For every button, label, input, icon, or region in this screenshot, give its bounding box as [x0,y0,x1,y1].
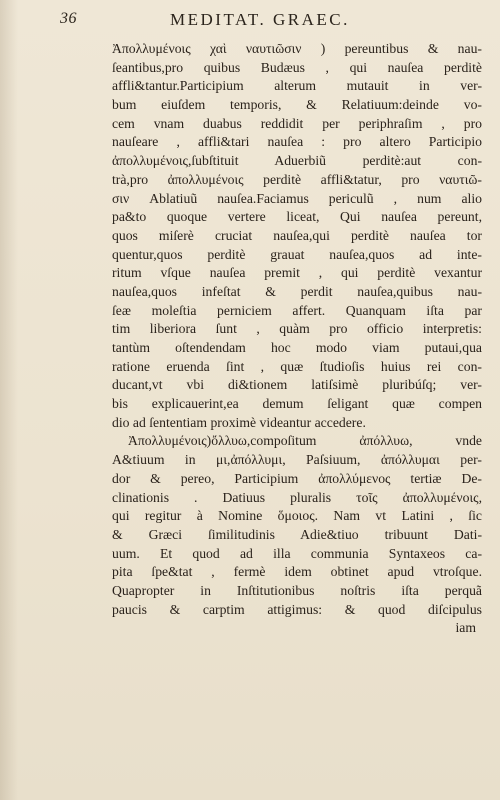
text-line: A&tiuum in μι,ἀπόλλυμι, Paſsiuum, ἀπόλλυμαι per- [112,452,482,468]
text-line: uum. Et quod ad illa communia Syntaxeos ca- [112,545,482,561]
text-line: ſeæ moleſtia perniciem affert. Quanquam iſta par [112,302,482,318]
text-line: trà,pro ἀπολλυμένοις perditè affli&tatur, pro ναυτιῶ- [112,171,482,187]
text-line: bum eiuſdem temporis, & Relatiuum:deinde vo- [112,97,482,113]
text-line: nauſeare , affli&tari nauſea : pro altero Participio [112,134,482,150]
text-line: ἀπολλυμένοις,ſubſtituit Aduerbiũ perditè:aut con- [112,153,482,169]
catchword: iam [455,620,476,636]
text-line: tim liberiora ſunt , quàm pro officio interpretis: [112,321,482,337]
text-line: pa&to quoque vertere liceat, Qui nauſea pereunt, [112,209,482,225]
text-line: clinationis . Datiuus pluralis τοῖς ἀπολλυμένοις, [112,489,482,505]
text-line: dio ad ſententiam proximè videantur accedere. [112,414,366,430]
text-line: nauſea,quos infeſtat & perdit nauſea,quibus nau- [112,283,482,299]
text-line: ritum vſque nauſea premit , qui perditè vexantur [112,265,482,281]
text-line: & Græci ſimilitudinis Adie&tiuo tribuunt Dati- [112,526,482,542]
text-line: quentur,quos perditè grauat nauſea,quos ad inte- [112,246,482,262]
page-number: 36 [60,10,77,27]
text-line: bis explicauerint,ea demum ſeligant quæ compen [112,396,482,412]
text-line: Quapropter in Inſtitutionibus noſtris iſta perquã [112,582,482,598]
text-line: paucis & carptim attigimus: & quod diſcipulus [112,601,482,617]
text-line: qui regitur à Nomine ὅμοιος. Nam vt Latini , ſic [112,508,482,524]
text-line: cem vnam duabus reddidit per periphraſim , pro [112,115,482,131]
text-line: ratione eruenda ſint , quæ ſtudioſis huius rei con- [112,358,482,374]
text-line: σιν Ablatiuũ nauſea.Faciamus periculũ , num alio [112,190,482,206]
text-line: affli&tantur.Participium alterum mutauit in ver- [112,78,482,94]
running-head: MEDITAT. GRAEC. [170,10,350,29]
text-line: tantùm oſtendendam hoc modo viam putaui,qua [112,340,482,355]
page-header [60,10,480,32]
body-text [112,40,482,638]
page-gutter-shadow [0,0,18,800]
text-line: pita ſpe&tat , fermè idem obtinet apud vtroſque. [112,564,482,580]
text-line: Ἀπολλυμένοις)ὄλλυω,compoſitum ἀπόλλυω, vnde [128,433,482,449]
text-line: ducant,vt vbi di&tionem latiſsimè pluribúſq; ver- [112,377,482,393]
text-line: ſeantibus,pro quibus Budæus , qui nauſea perditè [112,59,482,75]
text-line: dor & pereo, Participium ἀπολλύμενος tertiæ De- [112,470,482,486]
text-line: quos miſerè cruciat nauſea,qui perditè nauſea tor [112,227,482,243]
text-line: Ἀπολλυμένοις χαὶ ναυτιῶσιν ) pereuntibus & nau- [112,41,482,56]
